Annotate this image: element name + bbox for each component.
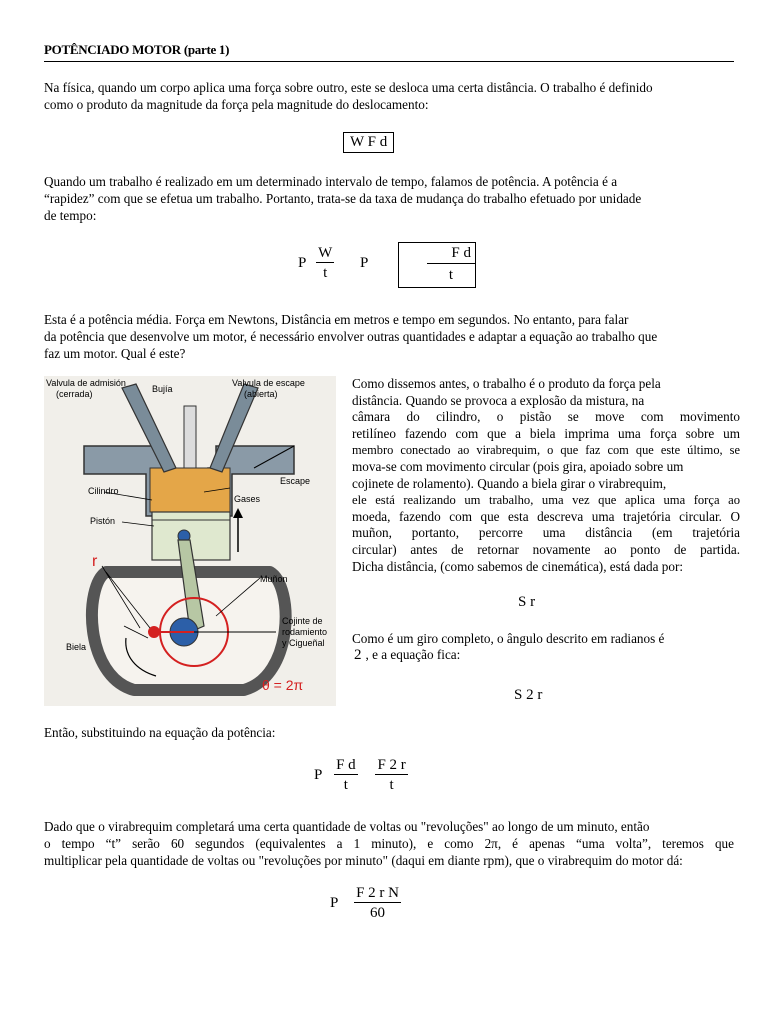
label-gases: Gases: [234, 494, 261, 504]
label-radius: r: [92, 553, 98, 570]
label-intake-valve: Valvula de admisión (cerrada): [46, 378, 126, 399]
label-bearing: Cojinte de rodamiento y Cigueñal: [282, 616, 328, 648]
label-crankpin: Muñon: [260, 574, 288, 584]
label-piston: Pistón: [90, 516, 116, 526]
denominator: t: [448, 267, 454, 283]
text-line: Como é um giro completo, o ângulo descrito em radianos é: [352, 631, 665, 646]
page-title: POTÊNCIADO MOTOR (parte 1): [44, 42, 230, 57]
paragraph-rpm: [44, 818, 734, 869]
denominator: t: [323, 265, 328, 281]
equation-power: [298, 244, 368, 283]
label-angle: θ = 2π: [262, 677, 304, 693]
text-fragment: , e a equação fica:: [365, 647, 461, 662]
text-line: Na física, quando um corpo aplica uma força sobre outro, este se desloca uma certa distância. O trabalho é definido: [44, 80, 653, 95]
denominator: 60: [370, 905, 386, 921]
paragraph-full-turn: [352, 630, 740, 647]
fraction-f2pir-over-t: [375, 756, 407, 795]
text-line: faz um motor. Qual é este?: [44, 346, 186, 361]
label-exhaust-valve: Valvula de escape (abierta): [232, 378, 305, 399]
fraction-rpm: [354, 884, 401, 923]
numerator: W: [318, 245, 333, 261]
label-rod: Biela: [66, 642, 87, 652]
equation-power-substituted: [314, 756, 408, 795]
label-exhaust: Escape: [280, 476, 311, 486]
text-line: distância. Quando se provoca a explosão da mistura, na: [352, 392, 645, 408]
text-line: Esta é a potência média. Força em Newtons, Distância em metros e tempo em segundos. No entanto, para falar: [44, 312, 629, 327]
paragraph-crank-explanation: [352, 376, 740, 575]
paragraph-average-power: [44, 311, 734, 362]
eq-lhs: P: [314, 767, 323, 783]
eq-lhs: P: [298, 255, 307, 271]
equation-power-box: [398, 242, 476, 288]
text-line: ele está realizando um trabalho, uma vez que aplica uma força ao: [352, 493, 740, 508]
title-rule: [44, 61, 734, 62]
text-line: como o produto da magnitude da força pela magnitude do deslocamento:: [44, 97, 429, 112]
text-line: muñon, portanto, percorre uma distância (em trajetória: [352, 525, 740, 541]
engine-diagram: [44, 376, 336, 706]
equation-work: W F d: [343, 132, 394, 153]
text-line: o tempo “t” serão 60 segundos (equivalentes a 1 minuto), e como 2π, é apenas “uma volta”, teremos que: [44, 836, 734, 851]
text-line: membro conectado ao virabrequim, o que faz com que este último, se: [352, 443, 740, 458]
text-line: Dado que o virabrequim completará uma certa quantidade de voltas ou "revoluções" ao longo de um minuto, então: [44, 819, 650, 834]
spark-plug: [184, 406, 196, 468]
numerator: F 2 r N: [356, 885, 400, 901]
text-line: circular) antes de retornar novamente ao ponto de partida.: [352, 541, 740, 557]
fraction-w-over-t: [316, 244, 334, 283]
text-line: Como dissemos antes, o trabalho é o produto da força pela: [352, 376, 661, 391]
paragraph-substitute: Então, substituindo na equação da potência:: [44, 725, 276, 740]
equation-circumference: S 2 r: [514, 687, 543, 703]
fraction-fd-over-t: [334, 756, 358, 795]
text-line: cojinete de rolamento). Quando a biela girar o virabrequim,: [352, 475, 667, 491]
equation-power-rpm: [330, 884, 401, 923]
text-line: câmara do cilindro, o pistão se move com movimento: [352, 409, 740, 425]
denominator: t: [343, 777, 348, 793]
text-line: da potência que desenvolve um motor, é necessário envolver outras quantidades e adaptar a equação ao trabalho que: [44, 329, 658, 344]
text-line: Dicha distância, (como sabemos de cinemática), está dada por:: [352, 558, 684, 574]
equation-distance: S r: [518, 594, 536, 610]
eq-lhs: P: [330, 895, 339, 911]
label-cylinder: Cilindro: [88, 486, 119, 496]
numerator: F 2 r: [377, 757, 406, 773]
text-line: multiplicar pela quantidade de voltas ou "revoluções por minuto" (daqui em diante rpm), que o virabrequim do motor dá:: [44, 853, 683, 868]
paragraph-power-definition: [44, 173, 734, 224]
two-pi: 2: [354, 647, 362, 663]
paragraph-work-definition: [44, 79, 734, 113]
eq-mid: P: [360, 255, 369, 271]
text-line: “rapidez” com que se efetua um trabalho. Portanto, trata-se da taxa de mudança do trabalho efetuado por unidade: [44, 191, 642, 206]
numerator: F d: [427, 243, 475, 264]
label-spark-plug: Bujía: [152, 384, 173, 394]
text-line: mova-se com movimento circular (pois gira, apoiado sobre um: [352, 458, 684, 474]
text-two-pi-line: [354, 646, 460, 664]
text-line: retilíneo fazendo com que a biela imprima uma força sobre um: [352, 425, 740, 441]
numerator: F d: [336, 757, 356, 773]
text-line: moeda, fazendo com que esta descreva uma trajetória circular. O: [352, 508, 740, 524]
denominator: t: [389, 777, 394, 793]
text-line: Quando um trabalho é realizado em um determinado intervalo de tempo, falamos de potência. A potência é a: [44, 174, 618, 189]
text-line: de tempo:: [44, 208, 97, 223]
